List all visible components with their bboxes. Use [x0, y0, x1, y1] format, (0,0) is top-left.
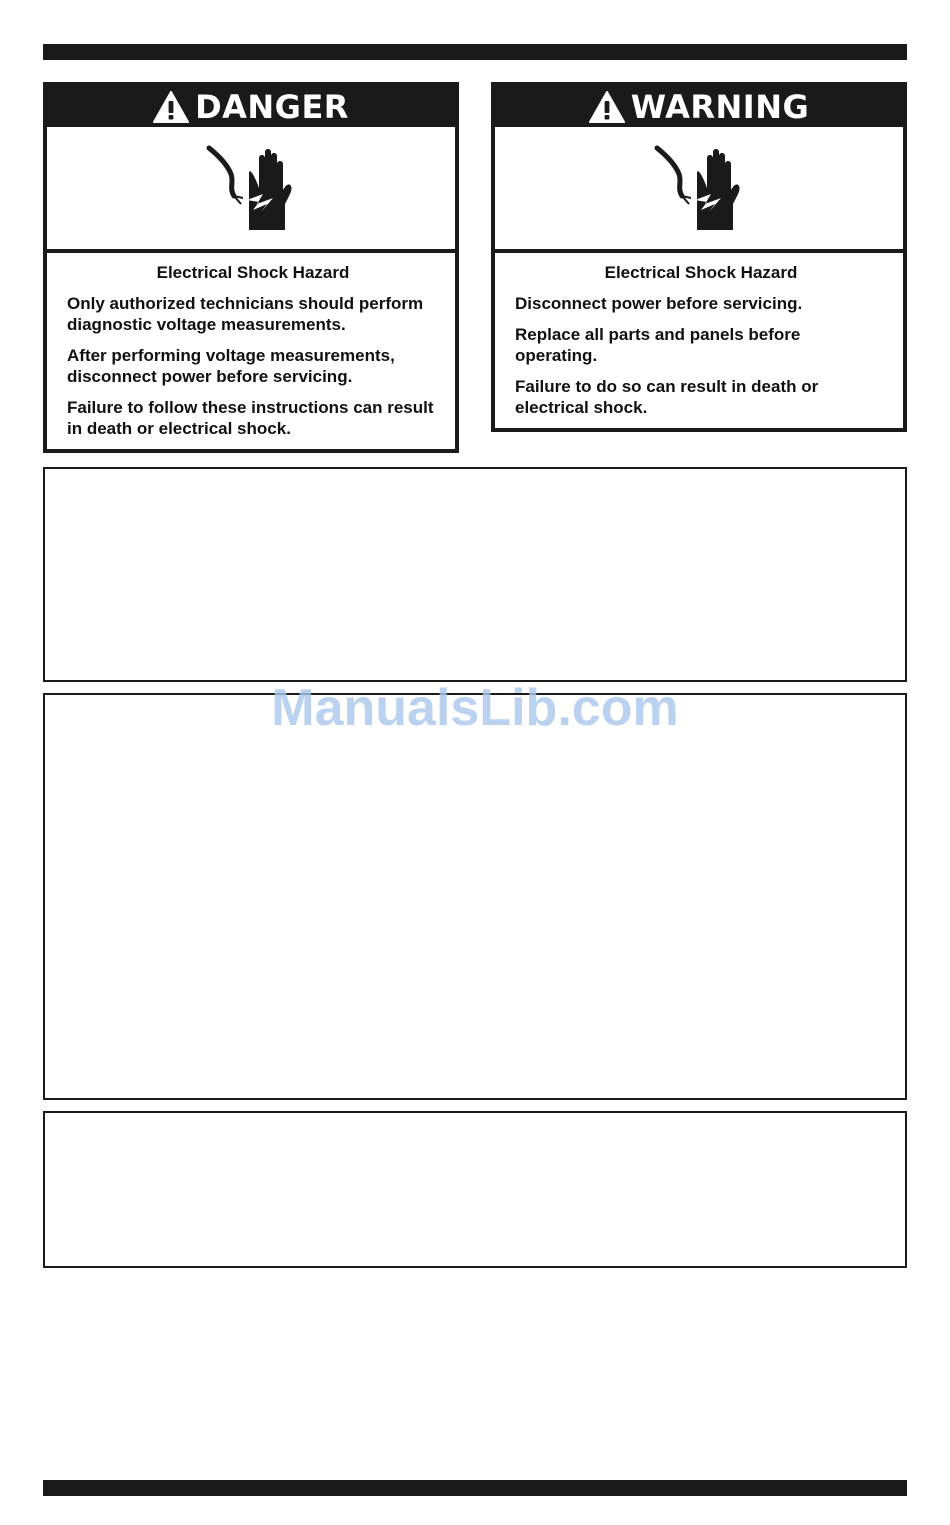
warning-triangle-icon	[589, 91, 625, 123]
danger-signal-word: DANGER	[195, 87, 349, 126]
empty-content-box	[43, 467, 907, 682]
electrical-shock-hand-icon	[201, 138, 301, 238]
danger-pictogram	[47, 127, 455, 253]
empty-content-box	[43, 693, 907, 1100]
warning-instruction: Replace all parts and panels before operating.	[515, 325, 801, 365]
danger-body	[47, 253, 455, 439]
danger-card	[43, 82, 459, 453]
warning-signal-word: WARNING	[630, 87, 810, 126]
top-rule	[43, 44, 907, 60]
warning-triangle-icon	[153, 91, 189, 123]
warning-header	[495, 86, 903, 127]
danger-header	[47, 86, 455, 127]
warning-pictogram	[495, 127, 903, 253]
warning-hazard-title: Electrical Shock Hazard	[604, 263, 798, 282]
danger-instruction: After performing voltage measurements, disconnect power before servicing.	[67, 346, 395, 386]
danger-instruction: Failure to follow these instructions can result in death or electrical shock.	[67, 398, 434, 438]
danger-hazard-title: Electrical Shock Hazard	[156, 263, 350, 282]
watermark: ManualsLib.com	[271, 679, 679, 737]
warning-card	[491, 82, 907, 432]
warning-instruction: Disconnect power before servicing.	[515, 294, 803, 313]
warning-instruction: Failure to do so can result in death or electrical shock.	[515, 377, 819, 417]
danger-instruction: Only authorized technicians should perform diagnostic voltage measurements.	[67, 294, 424, 334]
empty-content-box	[43, 1111, 907, 1268]
warning-body	[495, 253, 903, 418]
bottom-rule	[43, 1480, 907, 1496]
electrical-shock-hand-icon	[649, 138, 749, 238]
